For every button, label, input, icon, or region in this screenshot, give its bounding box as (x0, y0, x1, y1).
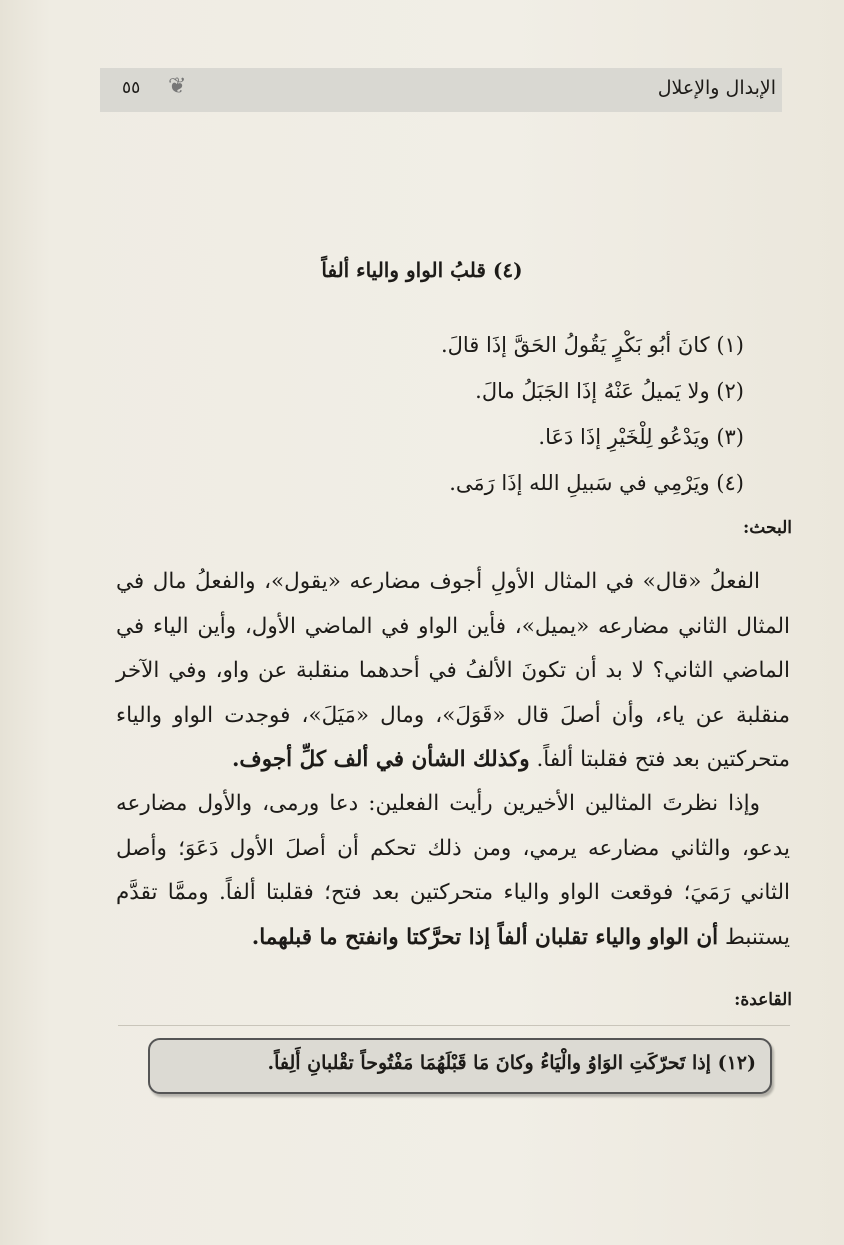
paragraph-bold-text: أن الواو والياء تقلبان ألفاً إذا تحرَّكتا وانفتح ما قبلهما. (251, 924, 719, 950)
chapter-title: الإبدال والإعلال (657, 77, 776, 99)
page-number: ٥٥ (122, 78, 141, 98)
paragraph-bold-text: وكذلك الشأن في ألف كلِّ أجوف. (231, 747, 530, 772)
rule-box (148, 1038, 772, 1094)
ornament-icon: ❦ (168, 74, 187, 99)
discussion-paragraph-2 (116, 782, 790, 960)
running-header (100, 68, 782, 112)
example-item: (٣) ويَدْعُو لِلْخَيْرِ إذَا دَعَا. (538, 425, 744, 449)
paragraph-text: وإذا نظرتَ المثالين الأخيرين رأيت الفعلين: دعا ورمى، والأول مضارعه يدعو، والثاني مضارعه يرمي، ومن ذلك تحكم أن أصلَ الأول دَعَوَ؛ وأصل الثاني رَمَيَ؛ فوقعت الواو والياء متحركتين بعد فتح؛ فقلبتا ألفاً. وممَّا تقدَّم يستنبط (116, 791, 790, 950)
discussion-paragraph-1 (116, 560, 790, 783)
discussion-label: البحث: (743, 518, 792, 538)
section-heading: (٤) قلبُ الواو والياء ألفاً (321, 258, 523, 282)
paragraph-text: الفعلُ «قال» في المثال الأولِ أجوف مضارعه «يقول»، والفعلُ مال في المثال الثاني مضارعه «يميل»، فأين الواو في الماضي الأول، وأين الياء في الماضي الثاني؟ لا بد أن تكونَ الألفُ في أحدهما منقلبة عن واو، وفي الآخر منقلبة عن ياء، وأن أصلَ قال «قَوَلَ»، ومال «مَيَلَ»، فوجدت الواو والياء متحركتين بعد فتح فقلبتا ألفاً. (116, 569, 790, 772)
examples-list (104, 322, 744, 506)
example-item: (٤) ويَرْمِي في سَبيلِ الله إذَا رَمَى. (449, 471, 744, 495)
rule-label: القاعدة: (734, 990, 792, 1010)
divider (118, 1025, 790, 1026)
example-item: (٢) ولا يَميلُ عَنْهُ إذَا الجَبَلُ مالَ. (475, 379, 744, 403)
rule-text: (١٢) إذا تَحرّكَتِ الوَاوُ والْيَاءُ وكانَ مَا قَبْلَهُمَا مَفْتُوحاً تقْلبانِ أَلِفاً. (267, 1052, 756, 1074)
example-item: (١) كانَ أبُو بَكْرٍ يَقُولُ الحَقَّ إذَا قالَ. (440, 333, 744, 357)
